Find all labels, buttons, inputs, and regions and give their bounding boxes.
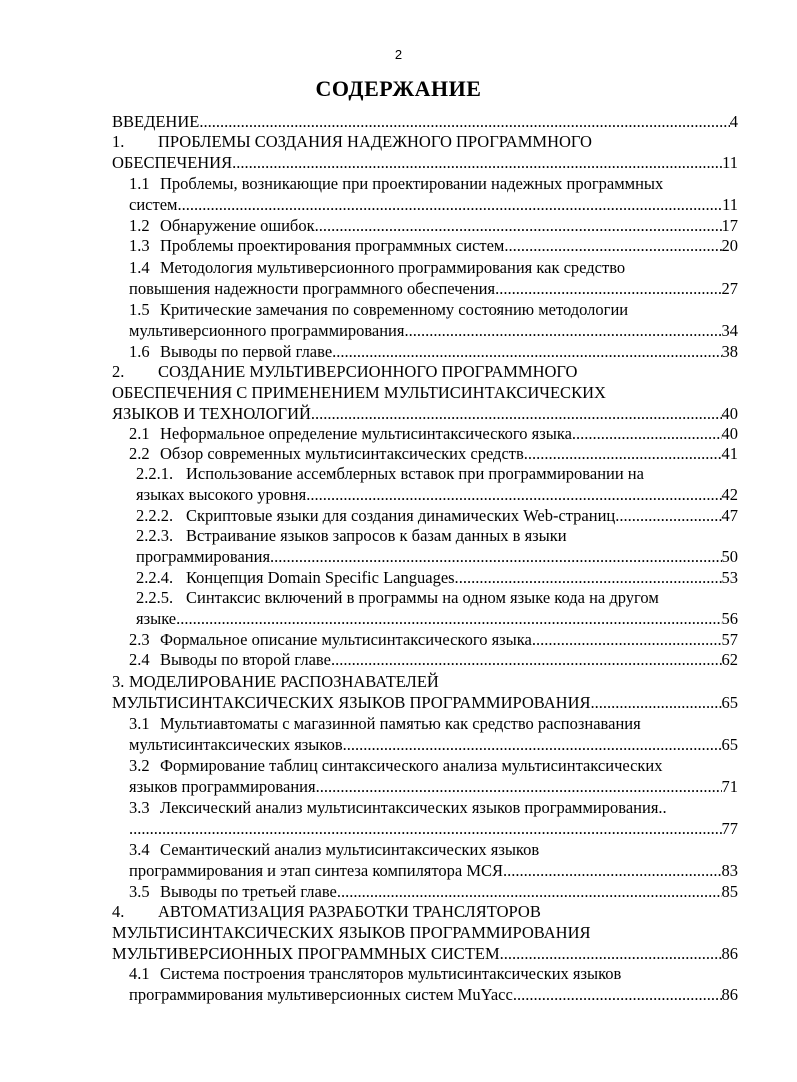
dot-leader [513, 985, 722, 1005]
toc-entry-page: 47 [721, 506, 738, 525]
toc-entry-text: Неформальное определение мультисинтаксического языка [160, 424, 572, 443]
toc-entry-number: 2.4 [129, 650, 150, 669]
dot-leader [315, 216, 722, 236]
dot-leader [331, 650, 722, 670]
toc-entry-page: 17 [721, 216, 738, 235]
dot-leader [310, 485, 721, 505]
dot-leader [619, 506, 721, 526]
toc-entry-number: 3.3 [129, 798, 150, 817]
dot-leader [532, 630, 722, 650]
dot-leader [332, 342, 721, 362]
toc-entry-number: 4.1 [129, 964, 150, 983]
toc-entry-text: Выводы по второй главе [160, 650, 331, 669]
toc-entry-page: 11 [722, 153, 738, 172]
toc-entry-number: 3.4 [129, 840, 150, 859]
toc-entry-leader-line [160, 650, 738, 670]
toc-entry-page: 53 [721, 568, 738, 587]
toc-entry-leader-line [129, 777, 738, 797]
toc-entry-leader-line [112, 153, 738, 173]
toc-entry-page: 20 [721, 236, 738, 255]
toc-entry-page: 65 [721, 735, 738, 754]
toc-entry-number: 2. [112, 362, 125, 381]
toc-entry-text: Обзор современных мультисинтаксических средств [160, 444, 524, 463]
toc-entry-page: 40 [721, 404, 738, 423]
toc-entry-leader-line [112, 404, 738, 424]
dot-leader [591, 693, 722, 713]
toc-entry-text: Проблемы проектирования программных систем [160, 236, 505, 255]
toc-entry-number: 1.2 [129, 216, 150, 235]
toc-entry-number: 1. [112, 132, 125, 151]
toc-entry-text: ЯЗЫКОВ И ТЕХНОЛОГИЙ [112, 404, 311, 423]
toc-entry-page: 40 [721, 424, 738, 443]
toc-entry-text: Критические замечания по современному состоянию методологии [160, 300, 629, 319]
toc-entry-page: 86 [721, 985, 738, 1004]
toc-entry-leader-line [136, 547, 738, 567]
toc-entry-number: 3.5 [129, 882, 150, 901]
toc-entry-number: 2.2.5. [136, 588, 174, 607]
toc-entry-leader-line [160, 216, 738, 236]
toc-entry-leader-line [186, 568, 738, 588]
toc-entry-page: 34 [721, 321, 738, 340]
toc-entry-text: Выводы по первой главе [160, 342, 333, 361]
dot-leader [459, 568, 722, 588]
toc-entry-number: 2.2.3. [136, 526, 174, 545]
toc-entry-leader-line [129, 279, 738, 299]
toc-entry-text: Скриптовые языки для создания динамических Web-страниц. [186, 506, 620, 525]
toc-entry-text: ОБЕСПЕЧЕНИЯ С ПРИМЕНЕНИЕМ МУЛЬТИСИНТАКСИЧЕСКИХ [112, 383, 606, 402]
toc-entry-leader-line [129, 735, 738, 755]
toc-entry-text: Использование ассемблерных вставок при программировании на [186, 464, 644, 483]
dot-leader [500, 944, 722, 964]
dot-leader [572, 424, 722, 444]
toc-entry-number: 1.5 [129, 300, 150, 319]
toc-entry-number: 2.2.1. [136, 464, 174, 483]
toc-entry-text: мультисинтаксических языков [129, 735, 343, 754]
toc-entry-page: 56 [721, 609, 738, 628]
toc-entry-text: языке. [136, 609, 181, 628]
toc-entry-leader-line [136, 609, 738, 629]
toc-entry-page: 62 [721, 650, 738, 669]
toc-entry-leader-line [112, 112, 738, 132]
toc-entry-page: 38 [721, 342, 738, 361]
toc-entry-page: 86 [721, 944, 738, 963]
toc-entry-leader-line [129, 819, 738, 839]
toc-entry-text: программирования [136, 547, 271, 566]
toc-entry-text: повышения надежности программного обеспечения [129, 279, 496, 298]
toc-entry-leader-line [160, 630, 738, 650]
toc-entry-page: 50 [721, 547, 738, 566]
dot-leader [495, 279, 721, 299]
toc-entry-number: 1.6 [129, 342, 150, 361]
toc-entry-number: 2.3 [129, 630, 150, 649]
toc-entry-text: ОБЕСПЕЧЕНИЯ [112, 153, 233, 172]
toc-entry-text: программирования мультиверсионных систем MuYacc [129, 985, 513, 1004]
toc-entry-number: 1.1 [129, 174, 150, 193]
toc-entry-text: Встраивание языков запросов к базам данных в языки [186, 526, 567, 545]
toc-entry-number: 3. [112, 672, 125, 691]
toc-entry-leader-line [160, 342, 738, 362]
toc-entry-page: 27 [721, 279, 738, 298]
page-title: СОДЕРЖАНИЕ [315, 76, 482, 101]
dot-leader [199, 112, 729, 132]
toc-entry-text: СОЗДАНИЕ МУЛЬТИВЕРСИОННОГО ПРОГРАММНОГО [158, 362, 578, 381]
dot-leader [343, 735, 722, 755]
toc-entry-number: 2.1 [129, 424, 150, 443]
page-number: 2 [394, 47, 403, 62]
toc-entry-leader-line [129, 321, 738, 341]
toc-entry-text: Обнаружение ошибок [160, 216, 315, 235]
toc-entry-page: 11 [722, 195, 738, 214]
toc-entry-page: 41 [721, 444, 738, 463]
toc-entry-text: Проблемы, возникающие при проектировании надежных программных [160, 174, 664, 193]
toc-entry-text: Система построения трансляторов мультисинтаксических языков [160, 964, 622, 983]
dot-leader [180, 609, 721, 629]
toc-entry-text: Синтаксис включений в программы на одном языке кода на другом [186, 588, 659, 607]
toc-entry-leader-line [129, 195, 738, 215]
toc-entry-number: 1.3 [129, 236, 150, 255]
toc-entry-leader-line [129, 985, 738, 1005]
toc-entry-text: ВВЕДЕНИЕ [112, 112, 200, 131]
toc-entry-page: 71 [721, 777, 738, 796]
dot-leader [316, 777, 722, 797]
toc-entry-page: 77 [721, 819, 738, 838]
toc-entry-text: мультиверсионного программирования [129, 321, 405, 340]
toc-entry-leader-line [186, 506, 738, 526]
toc-entry-text: Выводы по третьей главе [160, 882, 337, 901]
toc-entry-text: АВТОМАТИЗАЦИЯ РАЗРАБОТКИ ТРАНСЛЯТОРОВ [158, 902, 541, 921]
dot-leader [404, 321, 721, 341]
dot-leader [504, 236, 721, 256]
toc-entry-text: Концепция Domain Specific Languages. [186, 568, 459, 587]
toc-entry-page: 83 [721, 861, 738, 880]
toc-entry-text: МОДЕЛИРОВАНИЕ РАСПОЗНАВАТЕЛЕЙ [129, 672, 439, 691]
dot-leader [524, 444, 722, 464]
toc-entry-leader-line [160, 882, 738, 902]
toc-entry-text: Семантический анализ мультисинтаксических языков [160, 840, 540, 859]
toc-entry-page: 4 [729, 112, 738, 131]
toc-entry-text: МУЛЬТИВЕРСИОННЫХ ПРОГРАММНЫХ СИСТЕМ [112, 944, 500, 963]
toc-entry-text: МУЛЬТИСИНТАКСИЧЕСКИХ ЯЗЫКОВ ПРОГРАММИРОВАНИЯ [112, 693, 591, 712]
dot-leader [503, 861, 721, 881]
dot-leader [337, 882, 722, 902]
toc-entry-page: 85 [721, 882, 738, 901]
dot-leader [129, 819, 722, 839]
toc-entry-number: 2.2.2. [136, 506, 174, 525]
toc-entry-number: 4. [112, 902, 125, 921]
toc-entry-leader-line [160, 236, 738, 256]
toc-entry-leader-line [160, 424, 738, 444]
dot-leader [177, 195, 722, 215]
toc-entry-page: 42 [721, 485, 738, 504]
toc-entry-number: 2.2.4. [136, 568, 174, 587]
toc-entry-text: Формальное описание мультисинтаксического языка [160, 630, 532, 649]
toc-entry-text: МУЛЬТИСИНТАКСИЧЕСКИХ ЯЗЫКОВ ПРОГРАММИРОВАНИЯ [112, 923, 591, 942]
toc-entry-text: ПРОБЛЕМЫ СОЗДАНИЯ НАДЕЖНОГО ПРОГРАММНОГО [158, 132, 592, 151]
toc-entry-page: 57 [721, 630, 738, 649]
toc-entry-text: программирования и этап синтеза компилятора МСЯ [129, 861, 504, 880]
toc-entry-page: 65 [721, 693, 738, 712]
toc-entry-text: Мультиавтоматы с магазинной памятью как средство распознавания [160, 714, 641, 733]
dot-leader [270, 547, 721, 567]
toc-entry-text: языках высокого уровня. [136, 485, 311, 504]
toc-entry-number: 3.2 [129, 756, 150, 775]
dot-leader [232, 153, 722, 173]
toc-entry-leader-line [129, 861, 738, 881]
toc-entry-text: Лексический анализ мультисинтаксических языков программирования.. [160, 798, 667, 817]
toc-entry-number: 2.2 [129, 444, 150, 463]
dot-leader [311, 404, 722, 424]
toc-entry-text: языков программирования [129, 777, 316, 796]
toc-entry-number: 3.1 [129, 714, 150, 733]
toc-entry-leader-line [112, 693, 738, 713]
toc-entry-text: Формирование таблиц синтаксического анализа мультисинтаксических [160, 756, 663, 775]
toc-entry-leader-line [160, 444, 738, 464]
toc-entry-text: Методология мультиверсионного программирования как средство [160, 258, 626, 277]
toc-entry-number: 1.4 [129, 258, 150, 277]
toc-entry-leader-line [136, 485, 738, 505]
toc-entry-leader-line [112, 944, 738, 964]
toc-entry-text: систем [129, 195, 178, 214]
